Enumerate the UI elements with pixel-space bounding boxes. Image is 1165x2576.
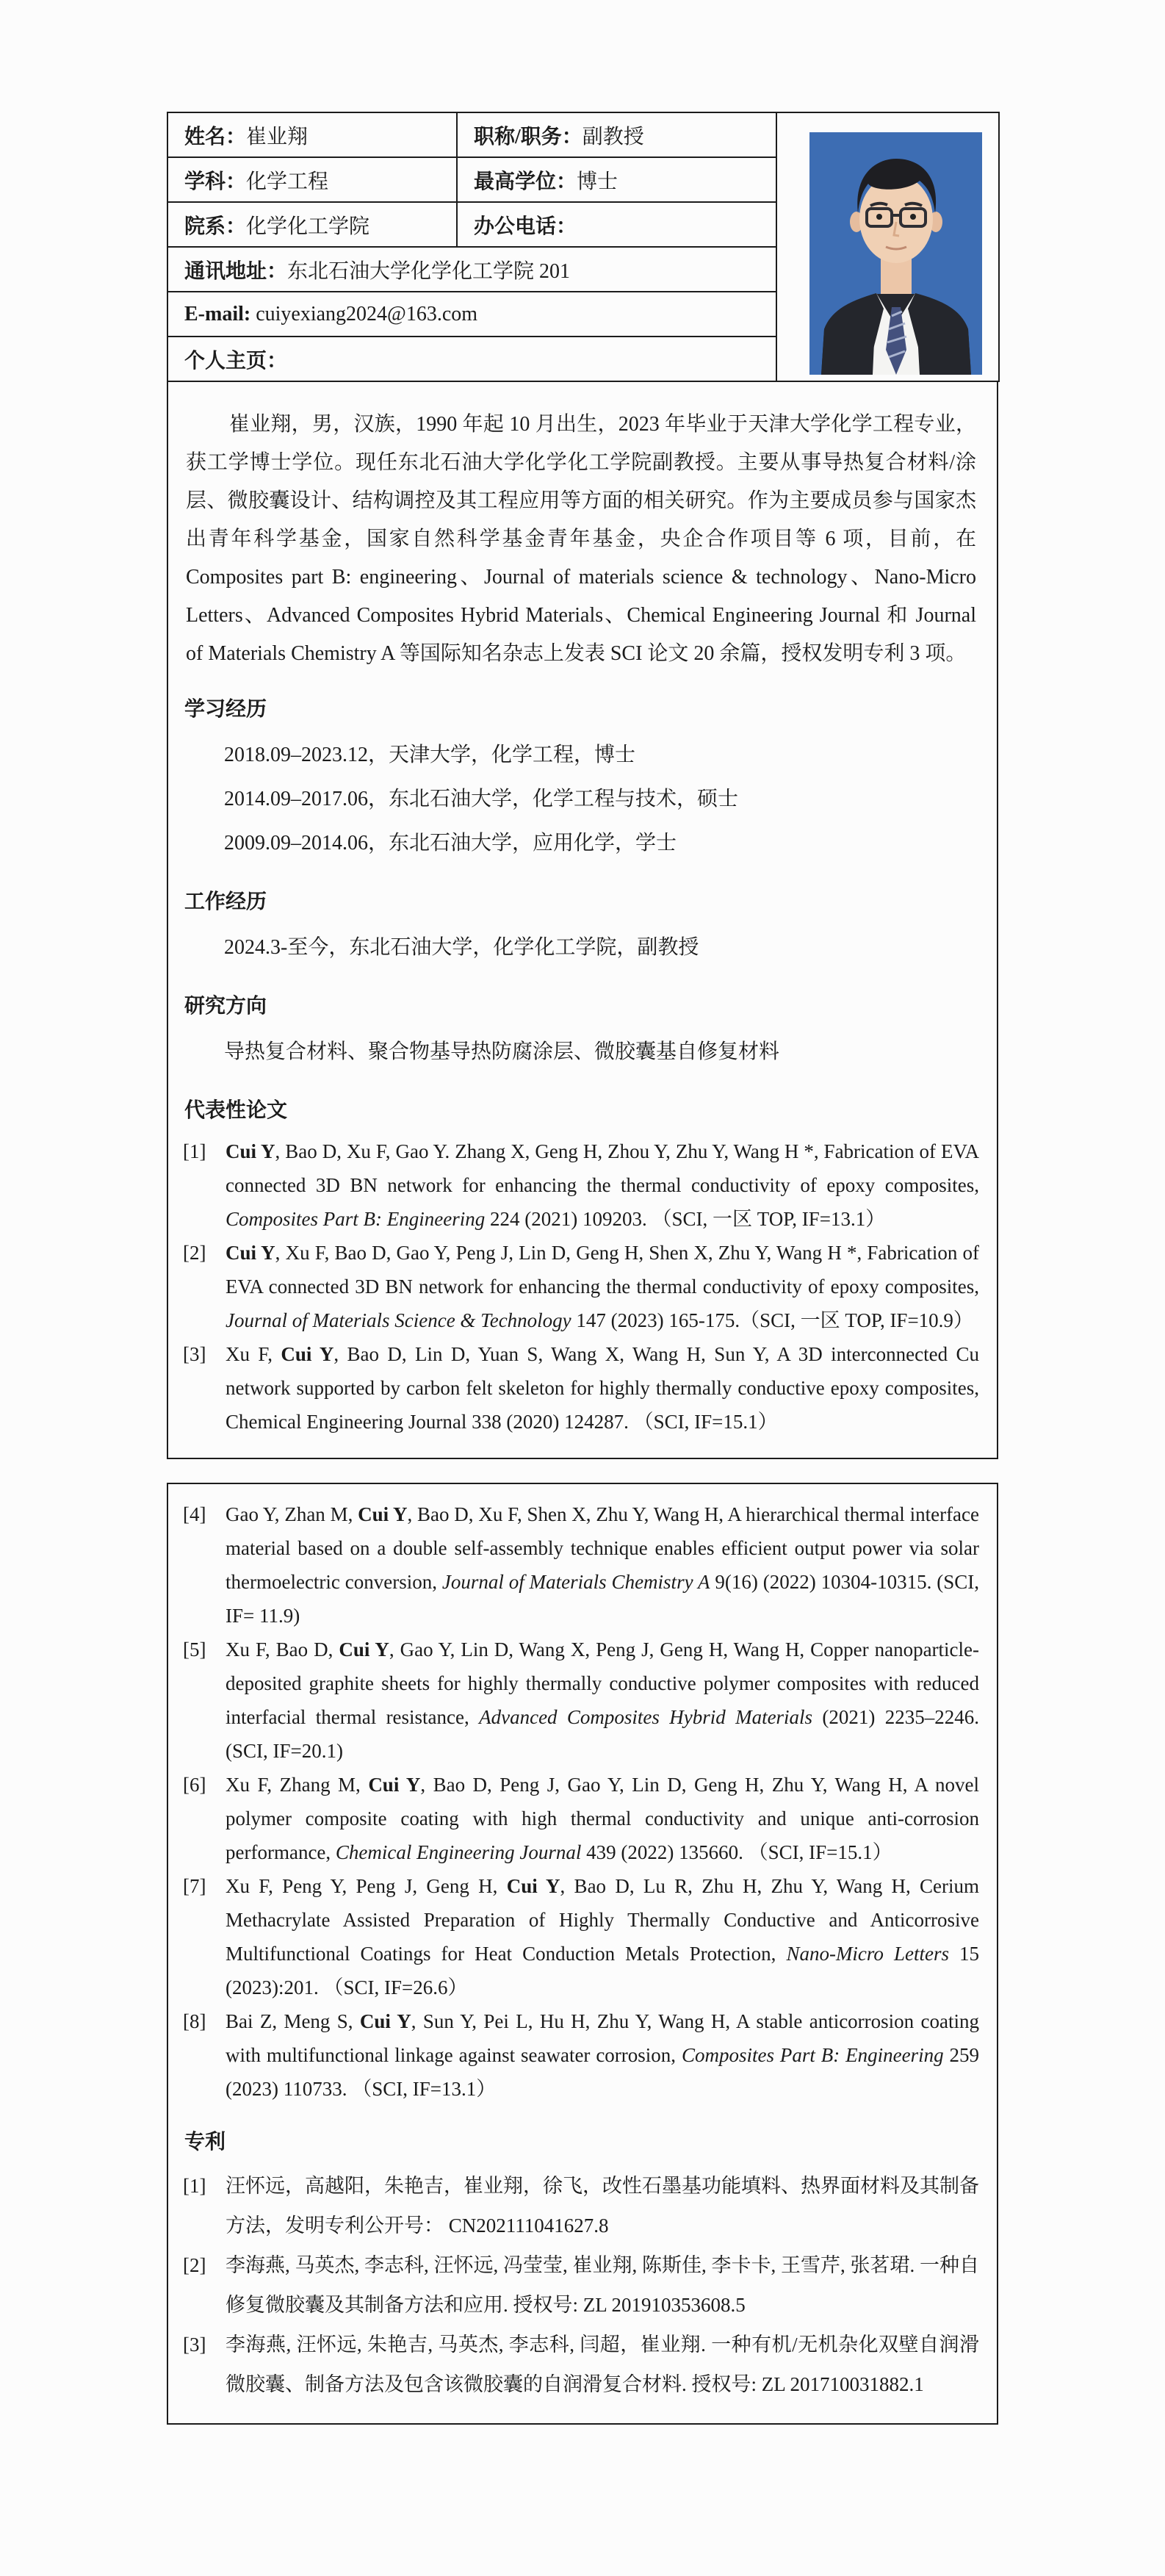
publication-number: [2] — [183, 1242, 206, 1264]
research-heading: 研究方向 — [184, 995, 267, 1018]
publication-item — [183, 1236, 979, 1337]
publication-number: [8] — [183, 2010, 206, 2032]
address-value: 东北石油大学化学化工学院 201 — [287, 259, 571, 283]
education-item: 2018.09–2023.12，天津大学，化学工程，博士 — [224, 744, 636, 766]
discipline-cell — [167, 157, 457, 202]
address-cell — [167, 247, 776, 292]
research-list — [183, 1030, 979, 1074]
department-value: 化学化工学院 — [246, 215, 370, 238]
work-list — [183, 926, 979, 970]
email-cell — [167, 292, 776, 337]
address-label: 通讯地址： — [184, 259, 288, 283]
department-label: 院系： — [184, 215, 247, 238]
publications-patents-box — [167, 1483, 998, 2425]
publication-text: Cui Y, Xu F, Bao D, Gao Y, Peng J, Lin D, Geng H, Shen X, Zhu Y, Wang H *, Fabrication of EVA connected 3D BN network for enhancing the thermal conductivity of epoxy composites, Journal of Materials Science & Technology 147 (2023) 165-175.（SCI, 一区 TOP, IF=10.9） — [226, 1242, 979, 1331]
title-label: 职称/职务： — [474, 125, 582, 148]
degree-value: 博士 — [577, 170, 618, 193]
education-item: 2009.09–2014.06，东北石油大学，应用化学，学士 — [224, 832, 677, 855]
department-cell — [167, 202, 457, 247]
publication-item — [183, 1768, 979, 1869]
publication-item — [183, 1633, 979, 1768]
publication-number: [6] — [183, 1774, 206, 1796]
publication-text: Gao Y, Zhan M, Cui Y, Bao D, Xu F, Shen X, Zhu Y, Wang H, A hierarchical thermal interface material based on a double self-assembly technique enables efficient output power via solar thermoelectric conversion, Journal of Materials Chemistry A 9(16) (2022) 10304-10315. (SCI, IF= 11.9) — [226, 1503, 980, 1627]
discipline-label: 学科： — [184, 170, 247, 193]
publications-heading: 代表性论文 — [184, 1099, 288, 1122]
profile-main-box — [167, 381, 998, 1459]
title-value: 副教授 — [582, 125, 644, 148]
name-label: 姓名： — [184, 125, 247, 148]
photo-cell — [776, 112, 999, 381]
office-phone-label: 办公电话： — [474, 215, 577, 238]
publication-text: Bai Z, Meng S, Cui Y, Sun Y, Pei L, Hu H, Zhu Y, Wang H, A stable anticorrosion coating with multifunctional linkage against seawater corrosion, Composites Part B: Engineering 259 (2023) 110733. （SCI, IF=13.1） — [226, 2010, 980, 2100]
patent-item — [183, 2166, 979, 2245]
publication-number: [1] — [183, 1140, 206, 1162]
patent-item — [183, 2325, 979, 2404]
publications-list-1 — [183, 1134, 979, 1439]
biography-paragraph: 崔业翔，男，汉族，1990 年起 10 月出生，2023 年毕业于天津大学化学工程专业，获工学博士学位。现任东北石油大学化学化工学院副教授。主要从事导热复合材料/涂层、微胶囊设计、结构调控及其工程应用等方面的相关研究。作为主要成员参与国家杰出青年科学基金，国家自然科学基金青年基金，央企合作项目等 6 项，目前，在 Composites part B: engineering、Journal of materials science & technology、Nano-Micro Letters、Advanced Composites Hybrid Materials、Chemical Engineering Journal 和 Journal of Materials Chemistry A 等国际知名杂志上发表 SCI 论文 20 余篇，授权发明专利 3 项。 — [186, 413, 976, 665]
patents-heading: 专利 — [184, 2131, 226, 2154]
content-column — [167, 0, 998, 2425]
degree-cell — [457, 157, 776, 202]
publication-number: [5] — [183, 1638, 206, 1661]
homepage-label: 个人主页： — [184, 349, 288, 373]
patent-number: [2] — [183, 2254, 206, 2276]
email-label: E-mail: — [184, 302, 251, 325]
work-item: 2024.3-至今，东北石油大学，化学化工学院，副教授 — [224, 936, 699, 959]
portrait-photo — [809, 132, 982, 375]
patent-text: 汪怀远，高越阳，朱艳吉，崔业翔，徐飞，改性石墨基功能填料、热界面材料及其制备方法，发明专利公开号： CN202111041627.8 — [226, 2175, 979, 2237]
publication-text: Xu F, Peng Y, Peng J, Geng H, Cui Y, Bao D, Lu R, Zhu H, Zhu Y, Wang H, Cerium Methacrylate Assisted Preparation of Highly Thermally Conductive and Anticorrosive Multifunctional Coatings for Heat Conduction Metals Protection, Nano-Micro Letters 15 (2023):201. （SCI, IF=26.6） — [226, 1875, 980, 1998]
degree-label: 最高学位： — [474, 170, 577, 193]
publications-list-2 — [183, 1497, 979, 2106]
patent-item — [183, 2245, 979, 2325]
publication-number: [4] — [183, 1503, 206, 1525]
publication-text: Xu F, Zhang M, Cui Y, Bao D, Peng J, Gao Y, Lin D, Geng H, Zhu Y, Wang H, A novel polymer composite coating with high thermal conductivity and unique anti-corrosion performance, Chemical Engineering Journal 439 (2022) 135660. （SCI, IF=15.1） — [226, 1774, 979, 1863]
personal-info-table — [167, 112, 1000, 382]
patent-number: [1] — [183, 2175, 206, 2197]
title-cell — [457, 112, 776, 157]
office-phone-cell — [457, 202, 776, 247]
publication-item — [183, 1869, 979, 2004]
discipline-value: 化学工程 — [246, 170, 329, 193]
publication-number: [7] — [183, 1875, 206, 1897]
table-row — [167, 112, 999, 157]
publication-number: [3] — [183, 1343, 206, 1365]
publication-text: Xu F, Bao D, Cui Y, Gao Y, Lin D, Wang X, Peng J, Geng H, Wang H, Copper nanoparticle-deposited graphite sheets for highly thermally conductive polymer composites with reduced interfacial thermal resistance, Advanced Composites Hybrid Materials (2021) 2235–2246. (SCI, IF=20.1) — [226, 1638, 980, 1762]
email-value: cuiyexiang2024@163.com — [250, 302, 478, 325]
patents-list — [183, 2166, 979, 2404]
research-item: 导热复合材料、聚合物基导热防腐涂层、微胶囊基自修复材料 — [224, 1040, 780, 1063]
publication-text: Xu F, Cui Y, Bao D, Lin D, Yuan S, Wang X, Wang H, Sun Y, A 3D interconnected Cu network supported by carbon felt skeleton for highly thermally conductive epoxy composites, Chemical Engineering Journal 338 (2020) 124287. （SCI, IF=15.1） — [226, 1343, 980, 1433]
education-item: 2014.09–2017.06，东北石油大学，化学工程与技术，硕士 — [224, 788, 739, 810]
education-heading: 学习经历 — [184, 698, 267, 721]
education-list — [183, 733, 979, 866]
work-heading: 工作经历 — [184, 891, 267, 913]
publication-item — [183, 1497, 979, 1633]
publication-item — [183, 2004, 979, 2106]
publication-text: Cui Y, Bao D, Xu F, Gao Y. Zhang X, Geng H, Zhou Y, Zhu Y, Wang H *, Fabrication of EVA connected 3D BN network for enhancing the thermal conductivity of epoxy composites, Composites Part B: Engineering 224 (2021) 109203. （SCI, 一区 TOP, IF=13.1） — [226, 1140, 979, 1230]
name-value: 崔业翔 — [246, 125, 309, 148]
name-cell — [167, 112, 457, 157]
patent-text: 李海燕, 马英杰, 李志科, 汪怀远, 冯莹莹, 崔业翔, 陈斯佳, 李卡卡, 王雪芹, 张茗珺. 一种自修复微胶囊及其制备方法和应用. 授权号: ZL 201910353608.5 — [226, 2254, 979, 2316]
publication-item — [183, 1337, 979, 1439]
homepage-cell — [167, 337, 776, 381]
patent-number: [3] — [183, 2334, 206, 2356]
patent-text: 李海燕, 汪怀远, 朱艳吉, 马英杰, 李志科, 闫超，崔业翔. 一种有机/无机杂化双壁自润滑微胶囊、制备方法及包含该微胶囊的自润滑复合材料. 授权号: ZL 201710031882.1 — [226, 2334, 979, 2395]
publication-item — [183, 1134, 979, 1236]
